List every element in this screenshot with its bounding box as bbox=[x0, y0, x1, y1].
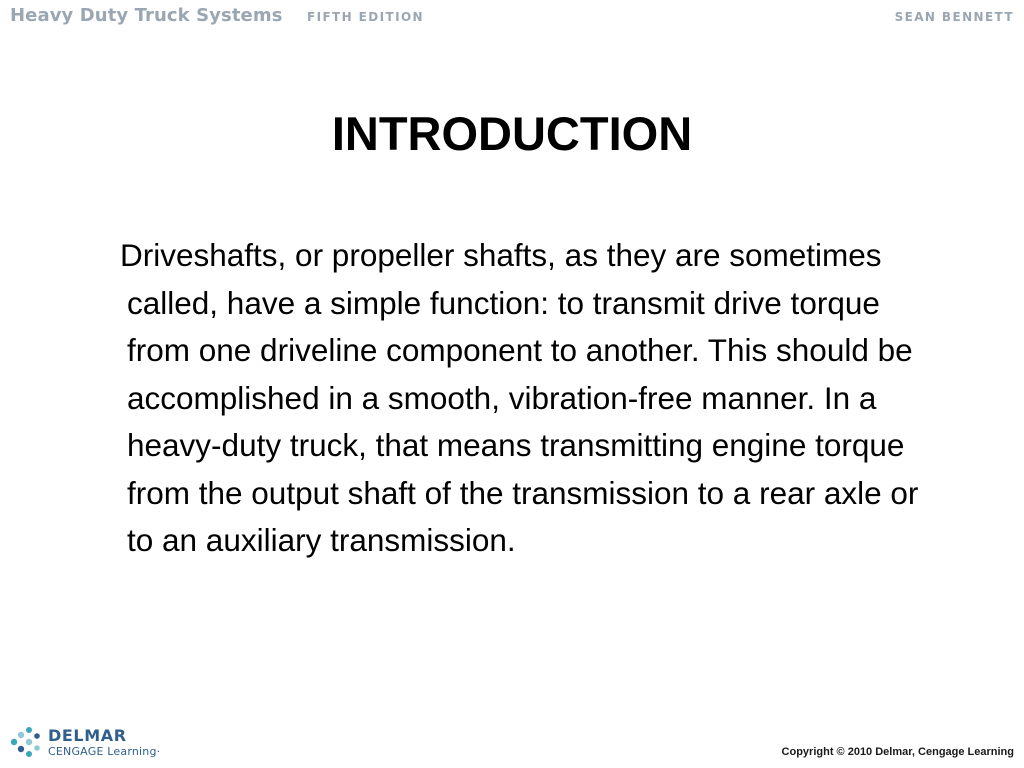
book-author: SEAN BENNETT bbox=[894, 10, 1014, 24]
publisher-subtitle: CENGAGE Learning· bbox=[48, 745, 161, 758]
publisher-logo bbox=[8, 724, 188, 764]
book-edition: FIFTH EDITION bbox=[307, 10, 424, 24]
header-bar bbox=[0, 0, 1024, 34]
slide-body-text: Driveshafts, or propeller shafts, as they are sometimes called, have a simple function: to transmit drive torque from one driveline component to another. This should be accomplished in a smooth, vibration-free manner. In a heavy-duty truck, that means transmitting engine torque from the output shaft of the transmission to a rear axle or to an auxiliary transmission. bbox=[120, 237, 919, 558]
slide-title: INTRODUCTION bbox=[331, 107, 693, 160]
delmar-logo-icon bbox=[8, 726, 44, 760]
copyright-notice: Copyright © 2010 Delmar, Cengage Learning bbox=[781, 746, 1014, 758]
book-title: Heavy Duty Truck Systems bbox=[10, 5, 283, 26]
publisher-name: DELMAR bbox=[48, 726, 127, 745]
